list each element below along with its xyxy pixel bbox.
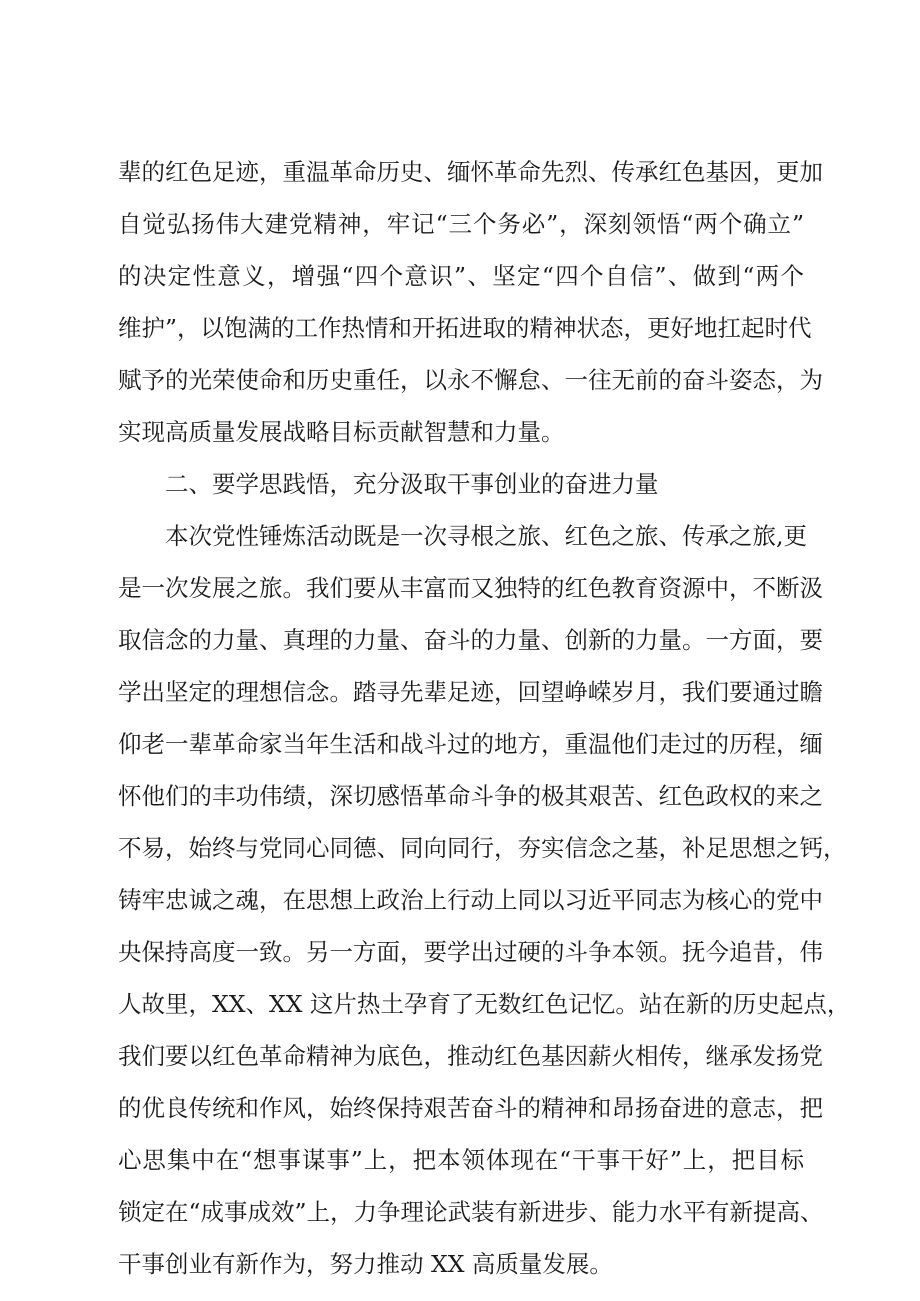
text-line: 实现高质量发展战略目标贡献智慧和力量。 [118, 418, 565, 446]
text-line: 人故里，XX、XX 这片热土孕育了无数红色记忆。站在新的历史起点， [118, 990, 851, 1018]
text-line: 的决定性意义，增强“四个意识”、坚定“四个自信”、做到“两个 [118, 262, 804, 290]
paragraph-body [118, 510, 851, 1290]
text-line: 辈的红色足迹，重温革命历史、缅怀革命先烈、传承红色基因，更加 [118, 158, 823, 186]
text-line: 赋予的光荣使命和历史重任，以永不懈怠、一往无前的奋斗姿态，为 [118, 366, 823, 394]
text-line: 仰老一辈革命家当年生活和战斗过的地方，重温他们走过的历程，缅 [118, 730, 823, 758]
text-line: 央保持高度一致。另一方面，要学出过硬的斗争本领。抚今追昔，伟 [118, 938, 823, 966]
text-line: 维护”，以饱满的工作热情和开拓进取的精神状态，更好地扛起时代 [118, 314, 812, 342]
text-line: 是一次发展之旅。我们要从丰富而又独特的红色教育资源中，不断汲 [118, 574, 823, 602]
text-line: 的优良传统和作风，始终保持艰苦奋斗的精神和昂扬奋进的意志，把 [118, 1094, 823, 1122]
text-line: 学出坚定的理想信念。踏寻先辈足迹，回望峥嵘岁月，我们要通过瞻 [118, 678, 823, 706]
text-line: 锁定在“成事成效”上，力争理论武装有新进步、能力水平有新提高、 [118, 1198, 824, 1226]
text-line: 自觉弘扬伟大建党精神，牢记“三个务必”，深刻领悟“两个确立” [118, 210, 804, 238]
text-line: 不易，始终与党同心同德、同向同行，夯实信念之基，补足思想之钙， [118, 834, 847, 862]
text-line: 心思集中在“想事谋事”上，把本领体现在“干事干好”上，把目标 [118, 1146, 804, 1174]
text-line: 干事创业有新作为，努力推动 XX 高质量发展。 [118, 1250, 613, 1278]
text-line: 取信念的力量、真理的力量、奋斗的力量、创新的力量。一方面，要 [118, 626, 823, 654]
text-line: 本次党性锤炼活动既是一次寻根之旅、红色之旅、传承之旅,更 [165, 522, 807, 550]
text-line: 怀他们的丰功伟绩，深切感悟革命斗争的极其艰苦、红色政权的来之 [118, 782, 823, 810]
document-body [118, 146, 851, 1290]
text-line: 我们要以红色革命精神为底色，推动红色基因薪火相传，继承发扬党 [118, 1042, 823, 1070]
text-line: 铸牢忠诚之魂，在思想上政治上行动上同以习近平同志为核心的党中 [118, 886, 823, 914]
paragraph-continuation [118, 146, 823, 458]
section-heading: 二、要学思践悟，充分汲取干事创业的奋进力量 [165, 470, 659, 498]
